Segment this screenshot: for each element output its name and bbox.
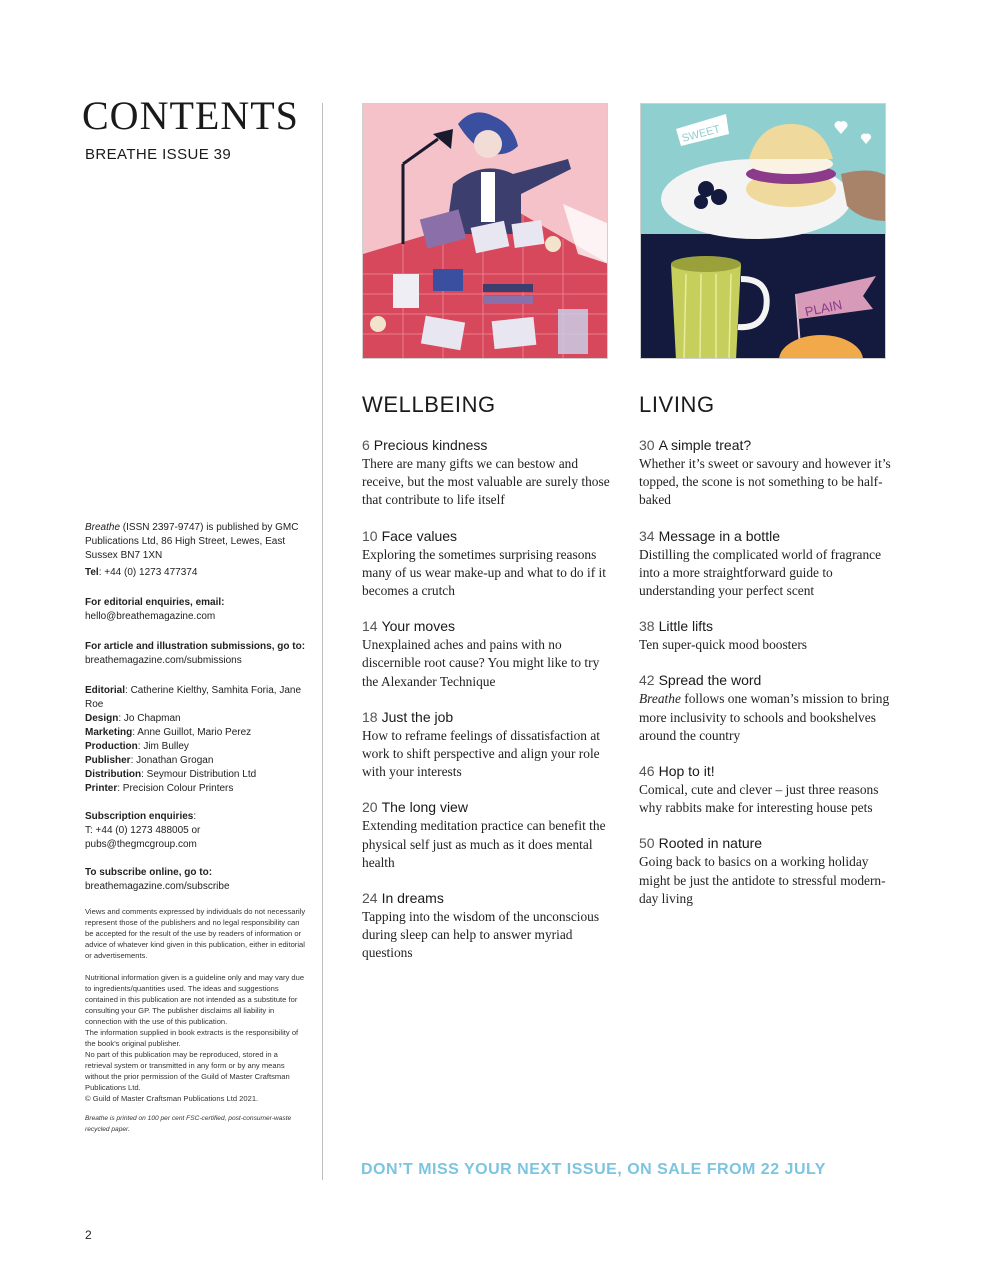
article-heading — [639, 435, 894, 455]
article-heading — [639, 670, 894, 690]
issue-label: BREATHE ISSUE 39 — [85, 146, 232, 163]
article-description: Exploring the sometimes surprising reasons many of us wear make-up and what to do if it becomes a crutch — [362, 546, 606, 599]
article-description: Unexplained aches and pains with no discernible root cause? You might like to try the Alexander Technique — [362, 637, 600, 689]
article-description: Breathe follows one woman’s mission to bring more inclusivity to schools and bookshelves around the country — [639, 691, 890, 743]
article-title: In dreams — [381, 890, 444, 907]
article-description: Distilling the complicated world of fragrance into a more straightforward guide to understanding your perfect scent — [639, 546, 882, 599]
editorial-enquiries: For editorial enquiries, email: hello@breathemagazine.com — [85, 597, 225, 622]
article-description: Comical, cute and clever – just three reasons why rabbits make for interesting house pets — [639, 782, 879, 816]
article-entry[interactable] — [639, 670, 894, 745]
page-number: 6 — [362, 437, 370, 453]
article-heading — [362, 888, 617, 908]
sweet-banner-label: SWEET — [680, 123, 722, 145]
page-number: 14 — [362, 618, 378, 635]
staff-list — [85, 684, 307, 796]
article-title: A simple treat? — [658, 437, 752, 453]
article-title: The long view — [381, 799, 468, 816]
page-number: 46 — [639, 763, 655, 780]
page-number: 10 — [362, 527, 378, 544]
column-divider — [322, 103, 323, 1180]
article-heading — [639, 616, 894, 636]
living-illustration — [640, 103, 886, 359]
staff-printer: Printer: Precision Colour Printers — [85, 783, 234, 794]
wellbeing-illustration — [362, 103, 608, 359]
article-entry[interactable] — [639, 616, 894, 654]
article-entry[interactable] — [362, 707, 617, 782]
folio-page-number: 2 — [85, 1228, 92, 1242]
page-number: 30 — [639, 437, 655, 453]
wellbeing-heading: WELLBEING — [362, 392, 496, 417]
article-title: Spread the word — [658, 672, 762, 689]
article-entry[interactable] — [639, 526, 894, 601]
article-description: Going back to basics on a working holiday might be just the antidote to stressful modern-day living — [639, 854, 886, 906]
article-submissions: For article and illustration submissions, go to: breathemagazine.com/submissions — [85, 641, 306, 666]
article-entry[interactable] — [639, 435, 894, 510]
article-heading — [362, 797, 617, 817]
article-entry[interactable] — [362, 526, 617, 601]
staff-production: Production: Jim Bulley — [85, 741, 189, 752]
article-description: Tapping into the wisdom of the unconscious during sleep can help to answer myriad questions — [362, 909, 600, 961]
article-description: Whether it’s sweet or savoury and however it’s topped, the scone is not something to be half-baked — [639, 456, 891, 508]
article-heading — [362, 435, 617, 455]
page-number: 34 — [639, 527, 655, 544]
page-number: 42 — [639, 672, 655, 689]
paper-note: Breathe is printed on 100 per cent FSC-certified, post-consumer-waste recycled paper. — [85, 1115, 292, 1133]
article-entry[interactable] — [362, 435, 617, 510]
page-number: 24 — [362, 890, 378, 907]
article-heading — [639, 833, 894, 853]
staff-design: Design: Jo Chapman — [85, 713, 181, 724]
subscribe-online: To subscribe online, go to: breathemagazine.com/subscribe — [85, 867, 230, 892]
article-title: Rooted in nature — [658, 835, 763, 852]
article-heading — [362, 707, 617, 727]
staff-distribution: Distribution: Seymour Distribution Ltd — [85, 769, 257, 780]
article-title: Hop to it! — [658, 763, 715, 780]
disclaimer-nutrition: Nutritional information given is a guideline only and may vary due to ingredients/quantities used. The ideas and suggestions contained in this publication are not intended as a substitute for consulting your GP. The publisher disclaims all liability in connection with the use of this publication. — [85, 973, 305, 1026]
disclaimer-extracts: The information supplied in book extracts is the responsibility of the book’s original publisher. — [85, 1028, 299, 1048]
imprint-block — [85, 521, 307, 1135]
article-title: Little lifts — [658, 618, 714, 635]
plain-banner-label: PLAIN — [803, 296, 844, 320]
wellbeing-column — [362, 435, 617, 979]
next-issue-promo: DON’T MISS YOUR NEXT ISSUE, ON SALE FROM 22 JULY — [361, 1161, 826, 1178]
article-heading — [639, 526, 894, 546]
copyright: © Guild of Master Craftsman Publications Ltd 2021. — [85, 1094, 259, 1103]
page-number: 38 — [639, 618, 655, 635]
article-title: Precious kindness — [373, 437, 488, 453]
article-title: Face values — [381, 527, 458, 544]
telephone: Tel: +44 (0) 1273 477374 — [85, 567, 198, 578]
article-title: Just the job — [381, 708, 454, 725]
article-heading — [639, 761, 894, 781]
article-description: Ten super-quick mood boosters — [639, 637, 808, 653]
disclaimer-reproduction: No part of this publication may be reproduced, stored in a retrieval system or transmitted in any form or by any means without the prior permission of the Guild of Master Craftsman Publications Ltd. — [85, 1050, 290, 1092]
article-heading — [362, 526, 617, 546]
article-entry[interactable] — [362, 616, 617, 691]
article-entry[interactable] — [639, 761, 894, 817]
article-title: Your moves — [381, 618, 455, 635]
publisher-statement: Breathe (ISSN 2397-9747) is published by GMC Publications Ltd, 86 High Street, Lewes, East Sussex BN7 1XN — [85, 522, 299, 561]
staff-editorial: Editorial: Catherine Kielthy, Samhita Foria, Jane Roe — [85, 685, 302, 710]
article-description: How to reframe feelings of dissatisfaction at work to shift perspective and align your role with your interests — [362, 727, 600, 780]
page-number: 20 — [362, 799, 378, 816]
living-column — [639, 435, 894, 924]
staff-marketing: Marketing: Anne Guillot, Mario Perez — [85, 727, 252, 738]
article-entry[interactable] — [362, 797, 617, 872]
article-description: Extending meditation practice can benefit the physical self just as much as it does mental health — [362, 818, 606, 870]
living-heading: LIVING — [639, 392, 715, 417]
disclaimer-views: Views and comments expressed by individuals do not necessarily represent those of the publishers and no legal responsibility can be accepted for the result of the use by readers of information or advice of whatever kind given in this publication, either in editorial or advertisements. — [85, 907, 306, 960]
staff-publisher: Publisher: Jonathan Grogan — [85, 755, 214, 766]
article-entry[interactable] — [362, 888, 617, 963]
article-heading — [362, 616, 617, 636]
article-title: Message in a bottle — [658, 527, 780, 544]
page-number: 18 — [362, 708, 378, 725]
page-number: 50 — [639, 835, 655, 852]
article-entry[interactable] — [639, 833, 894, 908]
subscription-enquiries: Subscription enquiries: T: +44 (0) 1273 488005 or pubs@thegmcgroup.com — [85, 811, 201, 850]
page-title: CONTENTS — [82, 93, 299, 138]
article-description: There are many gifts we can bestow and receive, but the most valuable are surely those that contribute to life itself — [362, 456, 610, 508]
